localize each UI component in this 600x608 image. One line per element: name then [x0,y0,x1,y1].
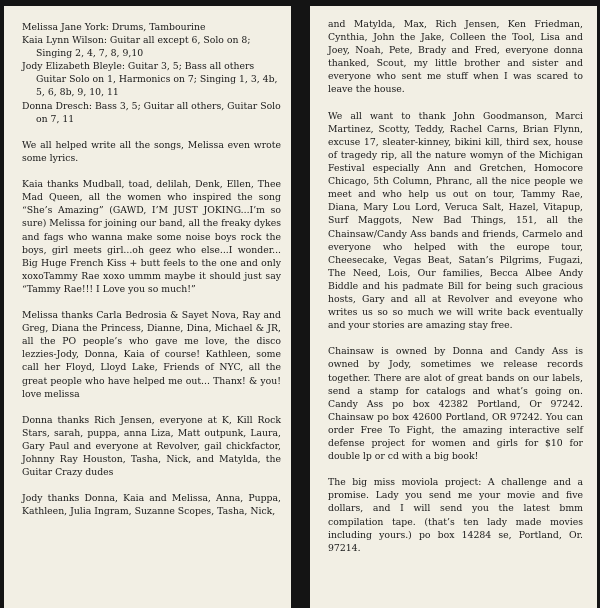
left-page [4,6,291,608]
jody-thanks-continued: and Matylda, Max, Rich Jensen, Ken Friedman, Cynthia, John the Jake, Colleen the Tool, Lisa and Joey, Noah, Pete, Brady and Fred, everyone donna thanked, Scout, my little brother and sister and everyone who sent me stuff when I was scared to leave the house. [328,19,583,96]
paragraph-gap [328,97,583,110]
paragraph-gap [328,332,583,345]
right-page [310,6,597,608]
paragraph-gap [22,296,281,309]
band-thanks: We all want to thank John Goodmanson, Marci Martinez, Scotty, Teddy, Rachel Carns, Brian Flynn, excuse 17, sleater-kinney, bikini kill, third sex, house of tragedy rip, all the nature womyn of the Michigan Festival especially Ann and Gretchen, Homocore Chicago, 5th Column, Phranc, all the nice people we meet and who help us out on tour, Tammy Rae, Diana, Mary Lou Lord, Veruca Salt, Hazel, Vitapup, Surf Maggots, New Bad Things, 151, all the Chainsaw/Candy Ass bands and friends, Carmelo and everyone who helped with the europe tour, Cheesecake, Vegas Beat, Satan’s Pilgrims, Fugazi, The Need, Lois, Our families, Becca Albee Andy Biddle and his padmate Bill for being such gracious hosts, Gary and all at Revolver and eveyone who writes us so so much we will write back eventually and your stories are amazing stay free. [328,110,583,332]
label-info: Chainsaw is owned by Donna and Candy Ass is owned by Jody, sometimes we release records together. There are alot of great bands on our labels, send a stamp for catalogs and what’s going on. Candy Ass po box 42382 Portland, Or 97242. Chainsaw po box 42600 Portland, OR 97242. You can order Free To Fight, the amazing interactive self defense project for women and girls for $10 for double lp or cd with a big book! [328,346,583,463]
jody-thanks: Jody thanks Donna, Kaia and Melissa, Anna, Puppa, Kathleen, Julia Ingram, Suzanne Scopes, Tasha, Nick, [22,493,281,518]
credit-kaia: Kaia Lynn Wilson: Guitar all except 6, Solo on 8; Singing 2, 4, 7, 8, 9,10 [22,35,251,60]
credit-melissa: Melissa Jane York: Drums, Tambourine [22,22,206,33]
credit-donna: Donna Dresch: Bass 3, 5; Guitar all others, Guitar Solo on 7, 11 [22,100,281,125]
paragraph-gap [22,401,281,414]
paragraph-gap [22,165,281,178]
kaia-thanks: Kaia thanks Mudball, toad, delilah, Denk, Ellen, Thee Mad Queen, all the women who inspired the song “She’s Amazing” (GAWD, I’M JUST JOKING...I’m so sure) Melissa for joining our band, all the freaky dykes and fags who wanna make some noise boys rock the boys, girl meets girl...oh geez who else...I wonder... Big Huge French Kiss + butt feels to the one and only xoxoTammy Rae xoxo ummm maybe it should just say “Tammy Rae!!! I Love you so much!” [22,179,281,295]
paragraph-gap [22,479,281,492]
donna-thanks: Donna thanks Rich Jensen, everyone at K, Kill Rock Stars, sarah, puppa, anna Liza, Matt outpunk, Laura, Gary Paul and everyone at Revolver, gail chickfactor, Johnny Ray Houston, Tasha, Nick, and Matylda, the Guitar Crazy dudes [22,414,281,479]
moviola-project: The big miss moviola project: A challenge and a promise. Lady you send me your movie and five dollars, and I will send you the latest bmm compilation tape. (that’s ten lady made movies including yours.) po box 14284 se, Portland, Or. 97214. [328,477,583,554]
credit-jody: Jody Elizabeth Bleyle: Guitar 3, 5; Bass all others Guitar Solo on 1, Harmonics on 7; Singing 1, 3, 4b, 5, 6, 8b, 9, 10, 11 [22,61,278,99]
paragraph-gap [22,126,281,139]
songwriting-note: We all helped write all the songs, Melissa even wrote some lyrics. [22,139,281,164]
paragraph-gap [328,463,583,476]
melissa-thanks: Melissa thanks Carla Bedrosia & Sayet Nova, Ray and Greg, Diana the Princess, Dianne, Dina, Michael & JR, all the PO people’s who gave me love, the disco lezzies-Jody, Donna, Kaia of course! Kathleen, some call her Floyd, Lloyd Lake, Friends of NYC, all the great people who have helped me out... Thanx! & you! love melissa [22,310,281,400]
band-credits [22,21,281,126]
